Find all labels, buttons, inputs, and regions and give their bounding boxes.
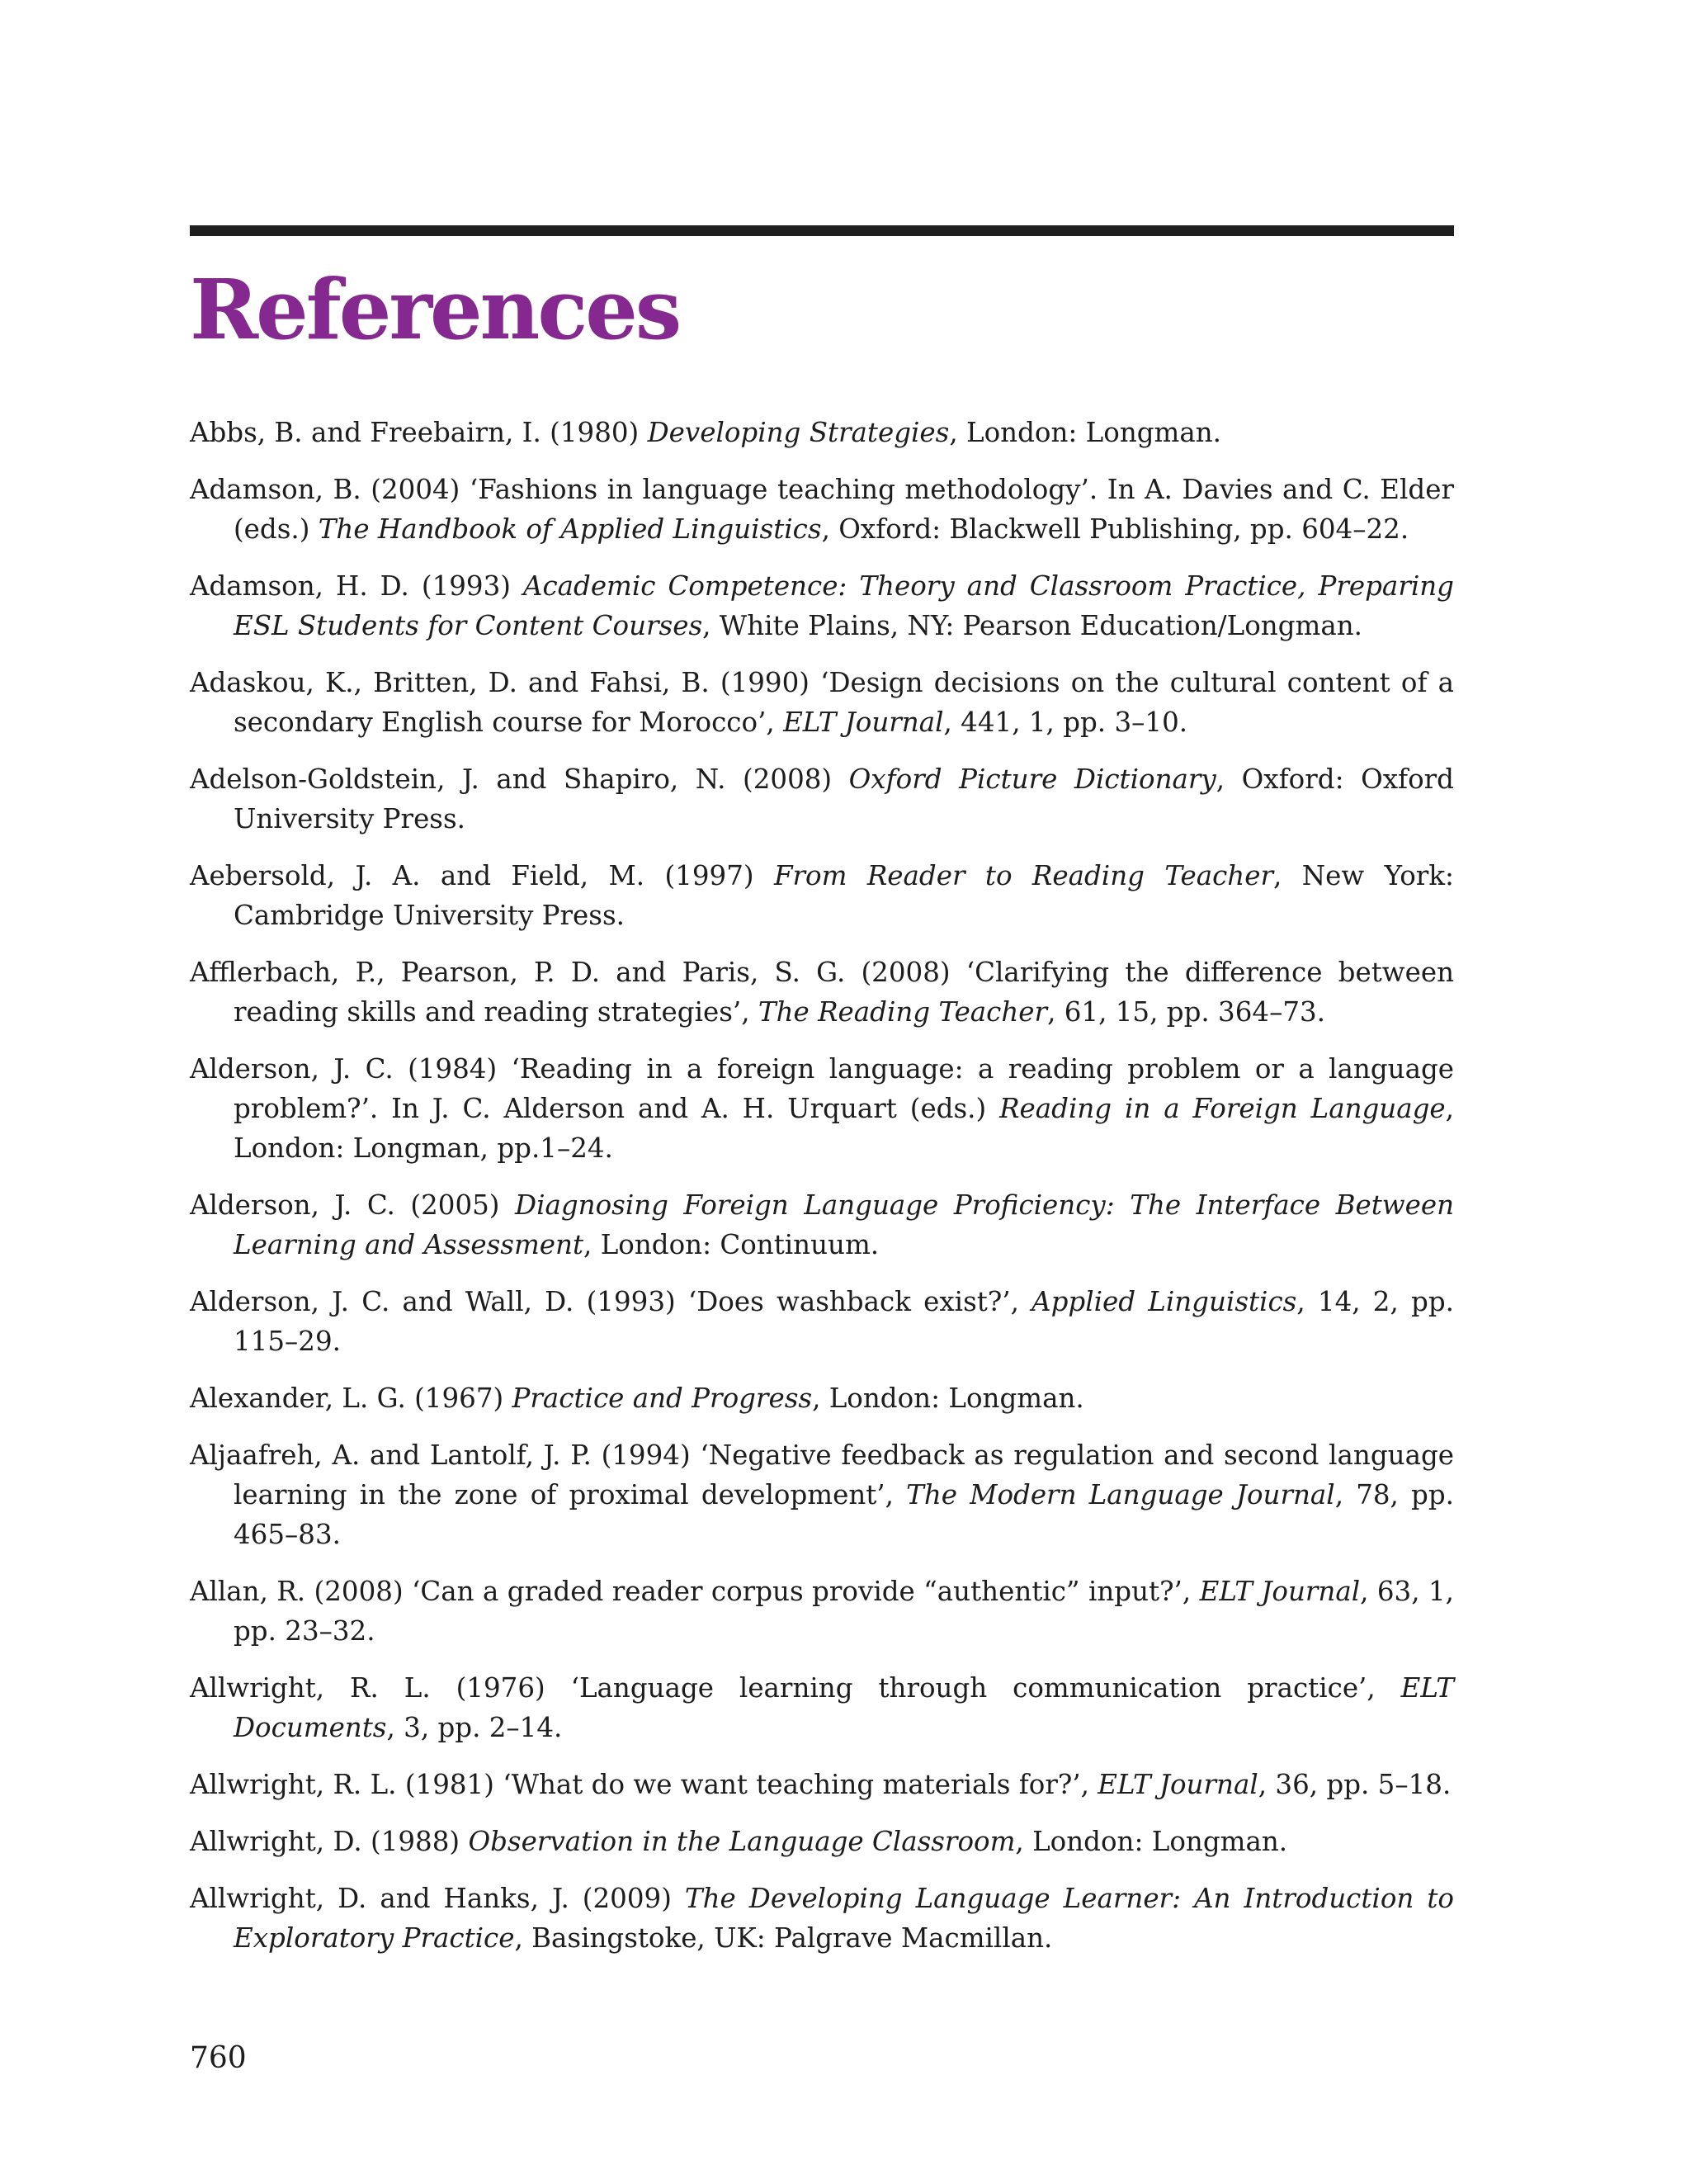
reference-title: Developing Strategies — [647, 417, 950, 448]
reference-entry — [190, 413, 1454, 452]
reference-authors-year: Allwright, R. L. (1976) ‘Language learning through communication practice’, — [190, 1672, 1401, 1704]
page-number: 760 — [190, 2041, 247, 2075]
reference-authors-year: Allwright, R. L. (1981) ‘What do we want teaching materials for?’, — [190, 1769, 1098, 1800]
reference-publication: , 61, 15, pp. 364–73. — [1047, 996, 1326, 1028]
reference-entry — [190, 1668, 1454, 1747]
reference-title: Practice and Progress — [512, 1383, 813, 1414]
reference-authors-year: Abbs, B. and Freebairn, I. (1980) — [190, 417, 648, 448]
reference-entry — [190, 1435, 1454, 1554]
reference-title: The Reading Teacher — [758, 996, 1048, 1028]
reference-title: The Handbook of Applied Linguistics — [318, 513, 822, 545]
reference-authors-year: Allwright, D. and Hanks, J. (2009) — [190, 1883, 685, 1914]
reference-entry — [190, 953, 1454, 1032]
reference-list — [190, 413, 1454, 1975]
reference-authors-year: Alderson, J. C. and Wall, D. (1993) ‘Does washback exist?’, — [190, 1286, 1032, 1317]
reference-title: The Modern Language Journal — [906, 1479, 1335, 1510]
reference-entry — [190, 1185, 1454, 1265]
reference-publication: , 36, pp. 5–18. — [1258, 1769, 1452, 1800]
reference-authors-year: Alexander, L. G. (1967) — [190, 1383, 512, 1414]
reference-entry — [190, 1879, 1454, 1958]
reference-entry — [190, 566, 1454, 645]
reference-authors-year: Adamson, H. D. (1993) — [190, 570, 523, 602]
reference-publication: , New York: Cambridge University Press. — [234, 860, 1454, 931]
reference-authors-year: Alderson, J. C. (1984) ‘Reading in a foreign language: a reading problem or a language problem?’. In J. C. Alderson and A. H. Urquart (eds.) — [190, 1053, 1454, 1124]
reference-publication: , 63, 1, pp. 23–32. — [234, 1576, 1455, 1647]
reference-publication: , London: Longman. — [1015, 1826, 1288, 1857]
reference-title: Reading in a Foreign Language — [999, 1093, 1446, 1124]
reference-entry — [190, 1049, 1454, 1168]
reference-entry — [190, 1282, 1454, 1361]
reference-title: Observation in the Language Classroom — [468, 1826, 1016, 1857]
reference-title: ELT Journal — [783, 707, 944, 738]
reference-publication: , 3, pp. 2–14. — [386, 1712, 563, 1743]
reference-entry — [190, 1822, 1454, 1861]
reference-publication: , 441, 1, pp. 3–10. — [943, 707, 1188, 738]
reference-title: Diagnosing Foreign Language Proficiency: The Interface Between Learning and Assessment — [234, 1189, 1454, 1260]
reference-title: ELT Journal — [1199, 1576, 1361, 1607]
reference-title: Academic Competence: Theory and Classroom Practice, Preparing ESL Students for Content Courses — [234, 570, 1454, 641]
reference-entry — [190, 856, 1454, 935]
reference-publication: , Oxford: Oxford University Press. — [234, 763, 1454, 834]
reference-authors-year: Allan, R. (2008) ‘Can a graded reader corpus provide “authentic” input?’, — [190, 1576, 1200, 1607]
reference-publication: , London: Longman. — [812, 1383, 1084, 1414]
reference-authors-year: Alderson, J. C. (2005) — [190, 1189, 516, 1221]
reference-entry — [190, 759, 1454, 839]
reference-title: ELT Journal — [1098, 1769, 1258, 1800]
reference-authors-year: Adaskou, K., Britten, D. and Fahsi, B. (1990) ‘Design decisions on the cultural content of a secondary English course for Morocco’, — [190, 667, 1454, 738]
reference-authors-year: Allwright, D. (1988) — [190, 1826, 469, 1857]
reference-entry — [190, 1572, 1454, 1651]
reference-publication: , 14, 2, pp. 115–29. — [234, 1286, 1454, 1357]
reference-authors-year: Adelson-Goldstein, J. and Shapiro, N. (2008) — [190, 763, 849, 795]
reference-publication: , London: Longman, pp.1–24. — [234, 1093, 1454, 1164]
reference-authors-year: Adamson, B. (2004) ‘Fashions in language teaching methodology’. In A. Davies and C. Elder (eds.) — [190, 474, 1454, 545]
reference-publication: , White Plains, NY: Pearson Education/Longman. — [702, 610, 1362, 641]
reference-title: The Developing Language Learner: An Introduction to Exploratory Practice — [234, 1883, 1454, 1954]
reference-title: From Reader to Reading Teacher — [773, 860, 1273, 891]
reference-publication: , Basingstoke, UK: Palgrave Macmillan. — [514, 1922, 1053, 1954]
reference-title: ELT Documents — [234, 1672, 1454, 1743]
reference-entry — [190, 470, 1454, 549]
reference-title: Oxford Picture Dictionary — [848, 763, 1216, 795]
reference-entry — [190, 1378, 1454, 1418]
reference-authors-year: Afflerbach, P., Pearson, P. D. and Paris, S. G. (2008) ‘Clarifying the difference between reading skills and reading strategies’, — [190, 957, 1454, 1028]
reference-authors-year: Aebersold, J. A. and Field, M. (1997) — [190, 860, 774, 891]
reference-publication: , London: Continuum. — [583, 1229, 880, 1260]
reference-title: Applied Linguistics — [1031, 1286, 1297, 1317]
reference-entry — [190, 1765, 1454, 1804]
reference-authors-year: Aljaafreh, A. and Lantolf, J. P. (1994) ‘Negative feedback as regulation and second language learning in the zone of proximal development’, — [190, 1439, 1454, 1510]
reference-publication: , Oxford: Blackwell Publishing, pp. 604–22. — [821, 513, 1409, 545]
page-title: References — [190, 261, 680, 358]
reference-entry — [190, 663, 1454, 742]
header-rule — [190, 225, 1454, 236]
reference-publication: , 78, pp. 465–83. — [234, 1479, 1454, 1550]
reference-publication: , London: Longman. — [949, 417, 1222, 448]
